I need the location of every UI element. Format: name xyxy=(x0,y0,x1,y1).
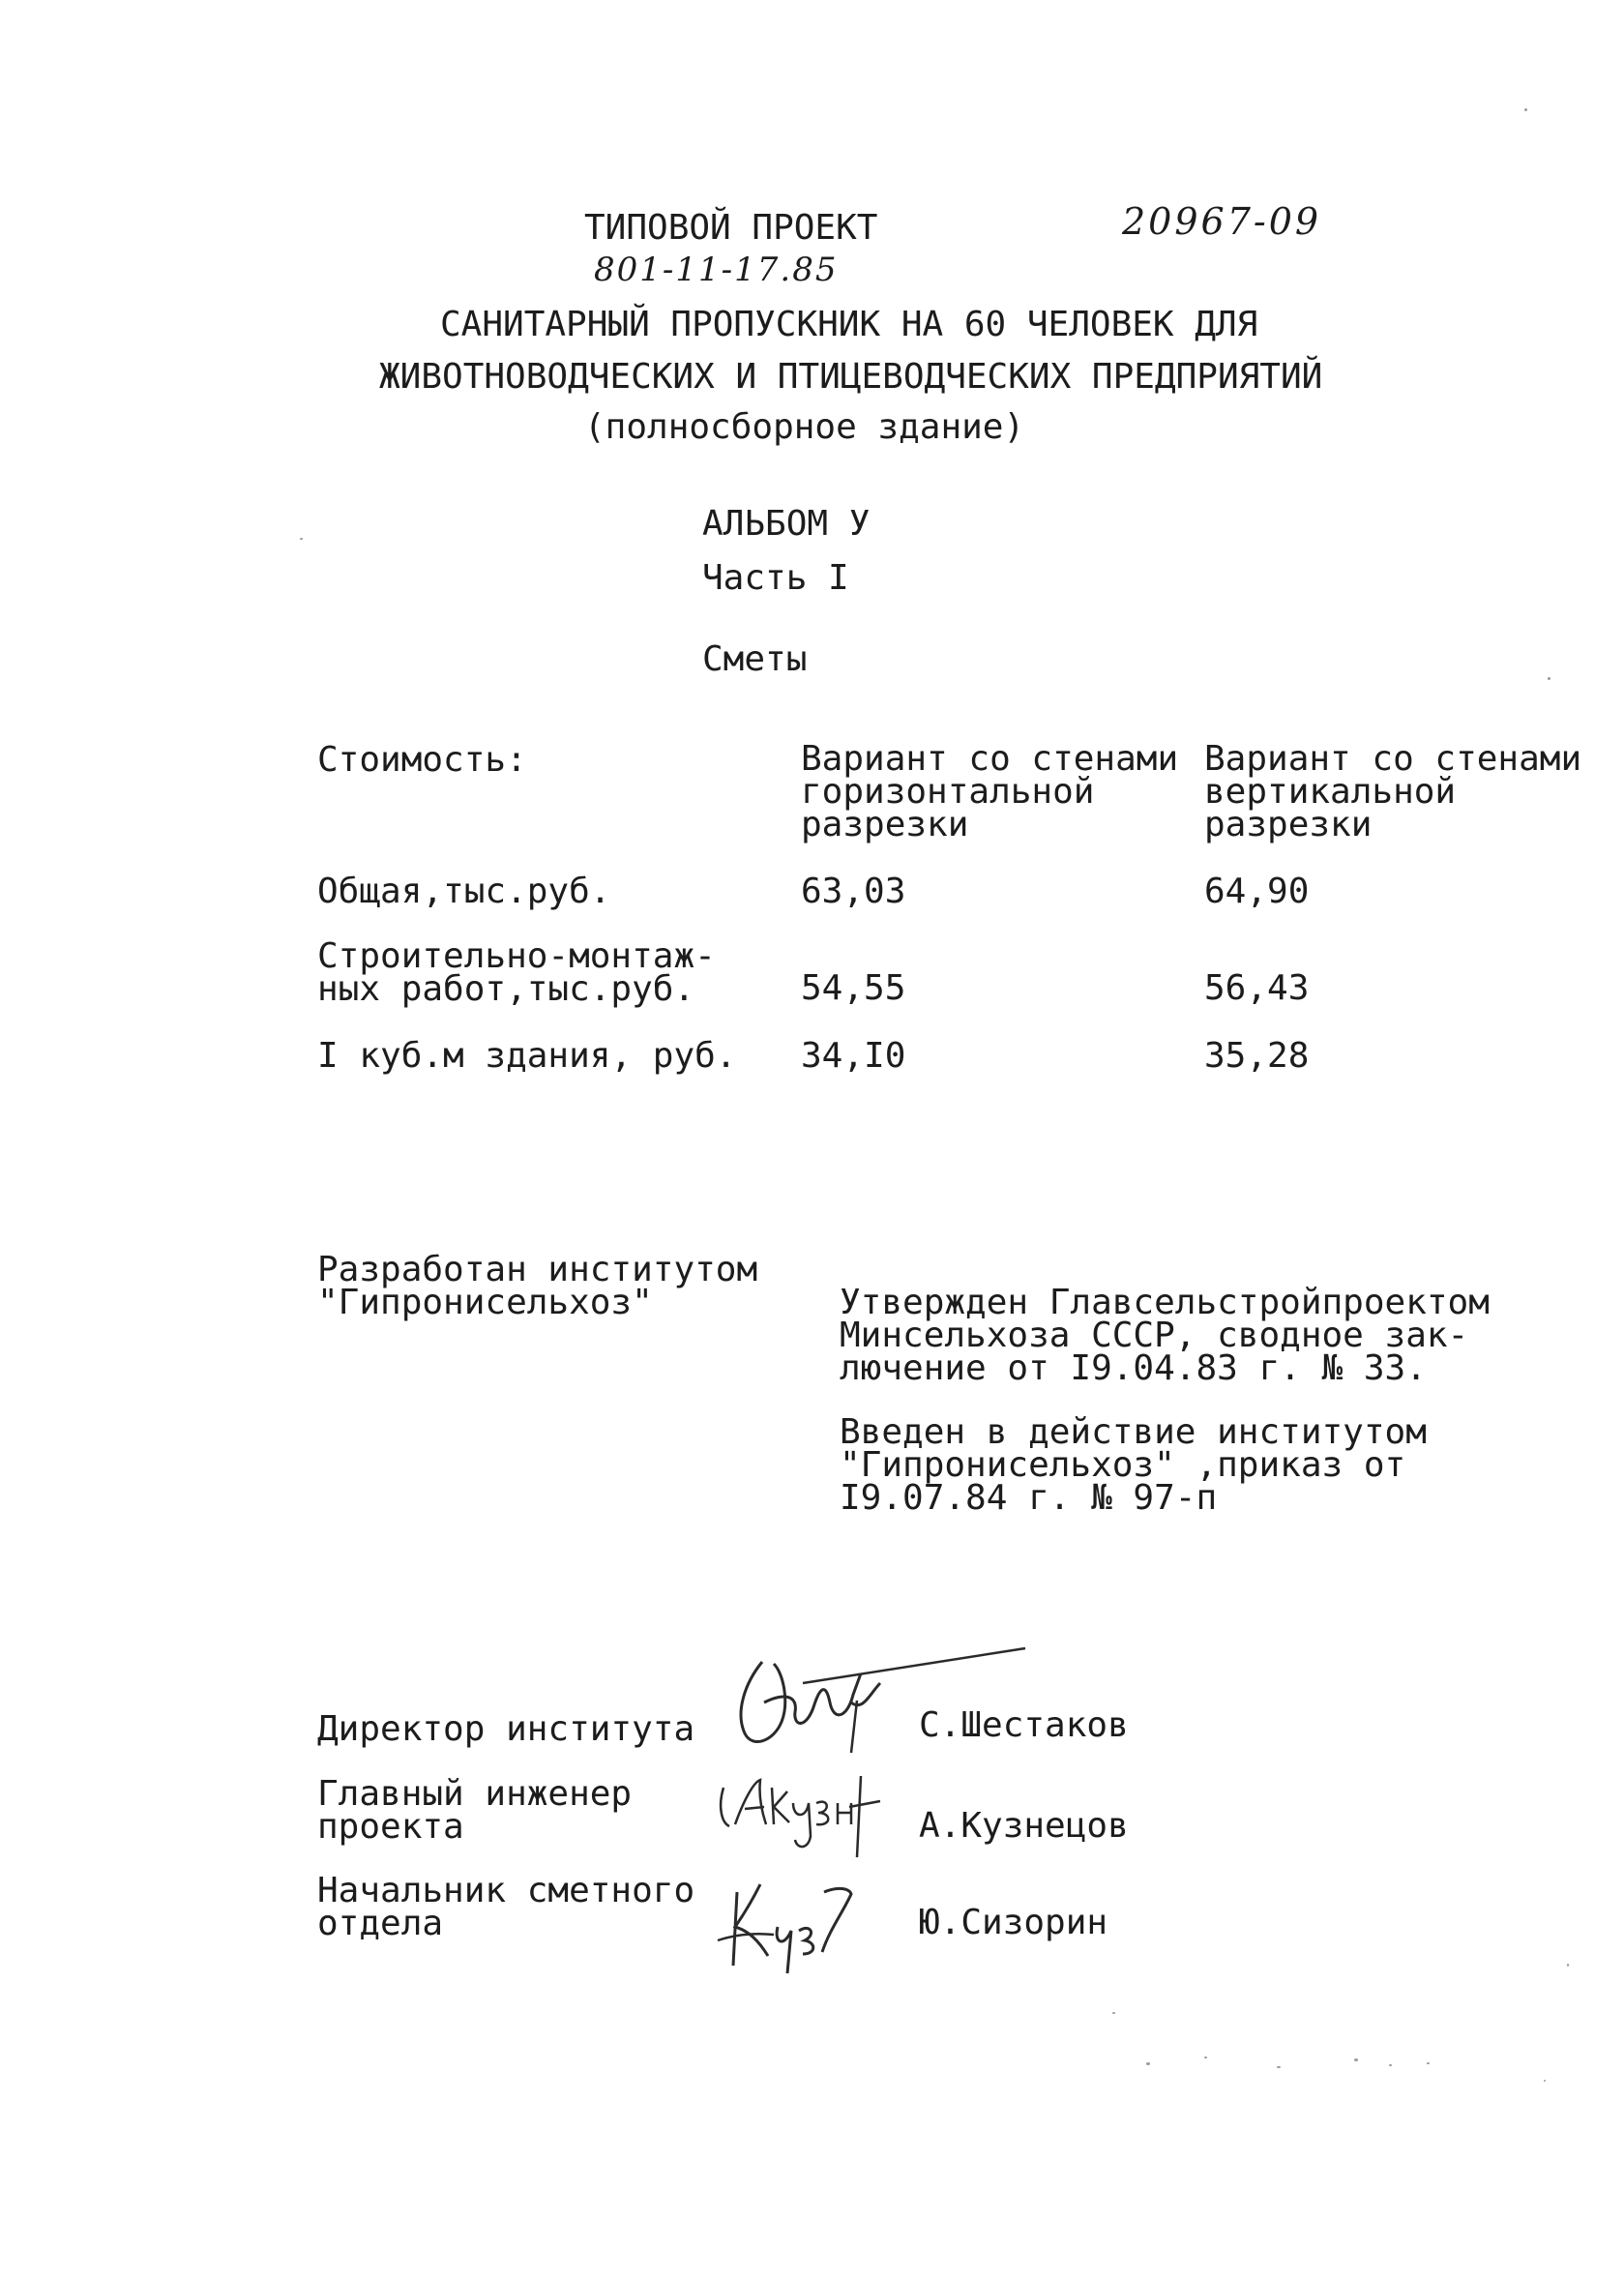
scan-speck xyxy=(1548,677,1550,680)
row-label-construction xyxy=(317,936,716,1009)
scan-speck xyxy=(1524,108,1527,111)
row-label-line: Строительно-монтаж- xyxy=(317,936,716,976)
developed-by-line: Разработан институтом xyxy=(317,1250,758,1289)
signature-estimate-head xyxy=(716,1873,880,1979)
approval-line: Утвержден Главсельстройпроектом xyxy=(840,1283,1490,1322)
signatory-position-chief-engineer xyxy=(317,1774,633,1847)
scan-speck xyxy=(300,538,303,540)
column-header-vertical xyxy=(1204,739,1582,844)
signatory-position-director: Директор института xyxy=(317,1709,695,1749)
row-value: 63,03 xyxy=(801,872,906,911)
signatory-name-director: С.Шестаков xyxy=(919,1705,1129,1745)
column-header-line: разрезки xyxy=(801,805,969,844)
scan-speck xyxy=(1567,1964,1569,1967)
album-label: АЛЬБОМ У xyxy=(702,504,871,544)
approval-line: лючение от I9.04.83 г. № 33. xyxy=(840,1348,1427,1388)
enactment-line: "Гипронисельхоз" ,приказ от xyxy=(840,1445,1406,1485)
scan-speck xyxy=(1277,2066,1281,2068)
scan-speck xyxy=(1146,2062,1150,2065)
scan-speck xyxy=(1544,2080,1546,2082)
column-header-line: разрезки xyxy=(1204,805,1373,844)
row-label-total: Общая,тыс.руб. xyxy=(317,872,611,911)
approval-line: Минсельхоза СССР, сводное зак- xyxy=(840,1316,1469,1355)
album-section: Сметы xyxy=(702,639,808,679)
title-line-1: САНИТАРНЫЙ ПРОПУСКНИК НА 60 ЧЕЛОВЕК ДЛЯ xyxy=(440,305,1258,344)
approval-statement xyxy=(840,1283,1490,1388)
title-line-2: ЖИВОТНОВОДЧЕСКИХ И ПТИЦЕВОДЧЕСКИХ ПРЕДПРИЯТИЙ xyxy=(379,357,1323,397)
column-header-line: Вариант со стенами xyxy=(801,739,1179,779)
developed-by-line: "Гипронисельхоз" xyxy=(317,1283,653,1322)
column-header-horizontal xyxy=(801,739,1179,844)
column-header-line: горизонтальной xyxy=(801,772,1095,812)
position-line: Начальник сметного xyxy=(317,1871,695,1910)
enactment-line: Введен в действие институтом xyxy=(840,1412,1427,1452)
scan-speck xyxy=(1354,2058,1358,2061)
signature-director xyxy=(706,1644,1035,1770)
type-project-label: ТИПОВОЙ ПРОЕКТ xyxy=(584,208,878,248)
signatory-position-estimate-head xyxy=(317,1871,695,1943)
cost-label-header: Стоимость: xyxy=(317,740,527,780)
archive-number: 20967-09 xyxy=(1122,200,1322,243)
row-value: 64,90 xyxy=(1204,872,1310,911)
developed-by xyxy=(317,1250,758,1322)
signatory-name-chief-engineer: А.Кузнецов xyxy=(919,1806,1129,1846)
position-line: проекта xyxy=(317,1807,464,1847)
row-value: 35,28 xyxy=(1204,1036,1310,1076)
album-part: Часть I xyxy=(702,558,849,598)
column-header-line: вертикальной xyxy=(1204,772,1457,812)
row-label-per-cubic-meter: I куб.м здания, руб. xyxy=(317,1036,737,1076)
scan-speck xyxy=(1427,2062,1430,2064)
row-label-line: ных работ,тыс.руб. xyxy=(317,969,695,1009)
scan-speck xyxy=(1204,2057,1207,2058)
position-line: Главный инженер xyxy=(317,1774,633,1814)
row-value: 34,I0 xyxy=(801,1036,906,1076)
position-line: отдела xyxy=(317,1904,444,1943)
row-value: 54,55 xyxy=(801,968,906,1008)
signature-chief-engineer xyxy=(716,1768,890,1865)
title-line-3: (полносборное здание) xyxy=(584,407,1025,447)
signatory-name-estimate-head: Ю.Сизорин xyxy=(919,1903,1108,1942)
scan-speck xyxy=(1389,2064,1392,2066)
row-value: 56,43 xyxy=(1204,968,1310,1008)
project-number: 801-11-17.85 xyxy=(594,251,839,289)
enactment-line: I9.07.84 г. № 97-п xyxy=(840,1478,1218,1518)
scan-speck xyxy=(1112,2012,1115,2014)
enactment-statement xyxy=(840,1412,1427,1518)
column-header-line: Вариант со стенами xyxy=(1204,739,1582,779)
